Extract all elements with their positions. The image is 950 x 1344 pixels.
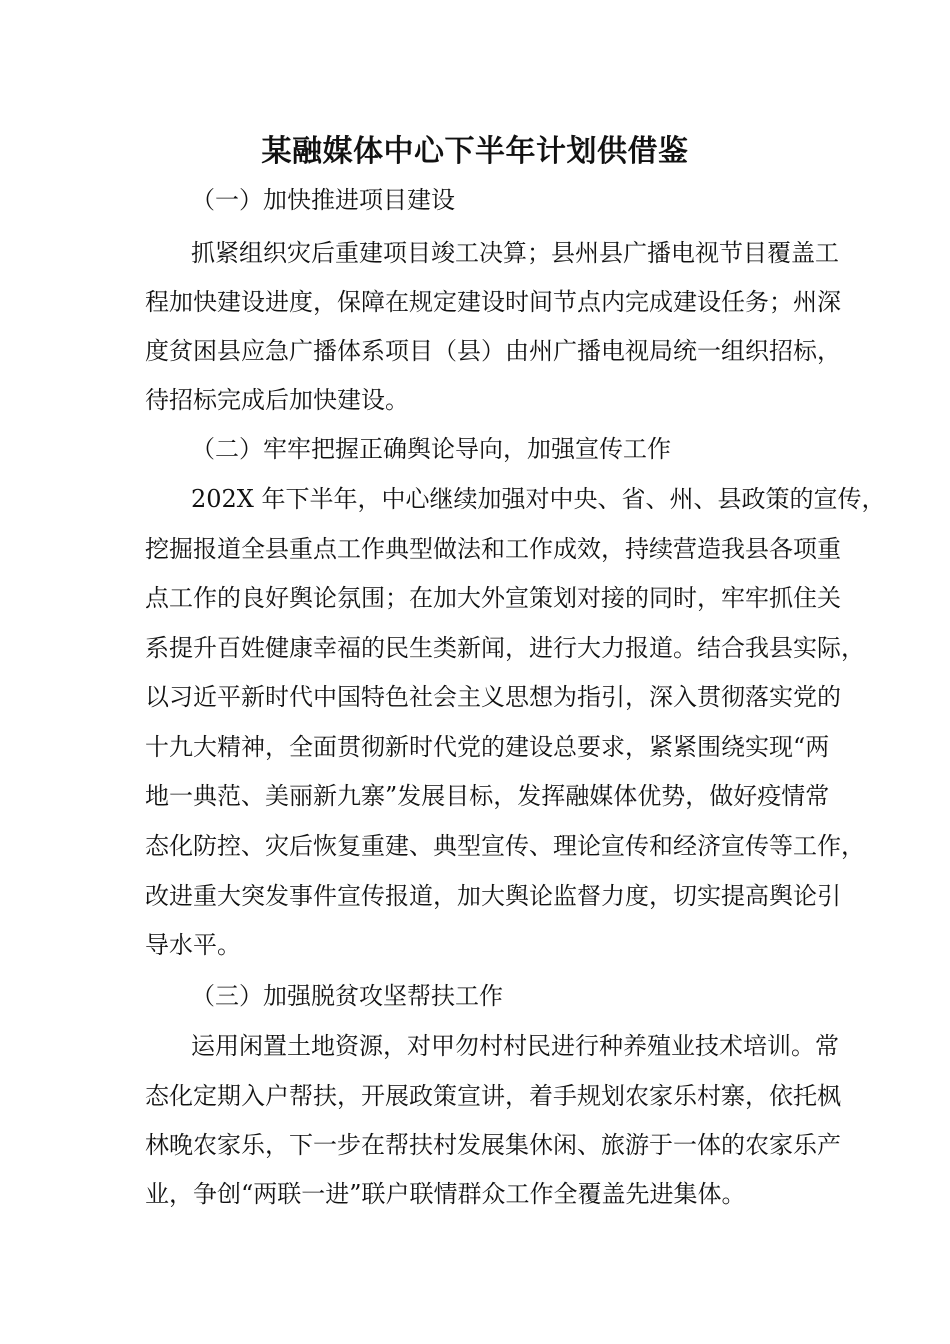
paragraph-line: 度贫困县应急广播体系项目（县）由州广播电视局统一组织招标， (145, 337, 841, 365)
section-heading-2: （二）牢牢把握正确舆论导向，加强宣传工作 (191, 435, 671, 463)
section-heading-3: （三）加强脱贫攻坚帮扶工作 (191, 982, 503, 1010)
paragraph-line: 以习近平新时代中国特色社会主义思想为指引，深入贯彻落实党的 (145, 683, 841, 711)
paragraph-line: 改进重大突发事件宣传报道，加大舆论监督力度，切实提高舆论引 (145, 882, 841, 910)
paragraph-line: 抓紧组织灾后重建项目竣工决算；县州县广播电视节目覆盖工 (191, 239, 839, 267)
paragraph-line: 运用闲置土地资源，对甲勿村村民进行种养殖业技术培训。常 (191, 1032, 839, 1060)
paragraph-line: 挖掘报道全县重点工作典型做法和工作成效，持续营造我县各项重 (145, 535, 841, 563)
paragraph-line: 地一典范、美丽新九寨”发展目标，发挥融媒体优势，做好疫情常 (145, 782, 830, 810)
paragraph-line: 十九大精神，全面贯彻新时代党的建设总要求，紧紧围绕实现“两 (145, 733, 830, 761)
paragraph-line: 业，争创“两联一进”联户联情群众工作全覆盖先进集体。 (145, 1180, 746, 1208)
document-title: 某融媒体中心下半年计划供借鉴 (261, 134, 689, 169)
paragraph-line: 系提升百姓健康幸福的民生类新闻，进行大力报道。结合我县实际， (145, 634, 865, 662)
paragraph-line: 态化定期入户帮扶，开展政策宣讲，着手规划农家乐村寨，依托枫 (145, 1082, 841, 1110)
section-heading-1: （一）加快推进项目建设 (191, 186, 455, 214)
paragraph-line: 林晚农家乐，下一步在帮扶村发展集休闲、旅游于一体的农家乐产 (145, 1131, 841, 1159)
paragraph-line: 点工作的良好舆论氛围；在加大外宣策划对接的同时，牢牢抓住关 (145, 584, 841, 612)
paragraph-line: 导水平。 (145, 931, 241, 959)
paragraph-line: 程加快建设进度，保障在规定建设时间节点内完成建设任务；州深 (145, 288, 841, 316)
paragraph-line: 待招标完成后加快建设。 (145, 386, 409, 414)
paragraph-line: 202X 年下半年，中心继续加强对中央、省、州、县政策的宣传， (191, 485, 886, 513)
paragraph-line: 态化防控、灾后恢复重建、典型宣传、理论宣传和经济宣传等工作， (145, 832, 865, 860)
